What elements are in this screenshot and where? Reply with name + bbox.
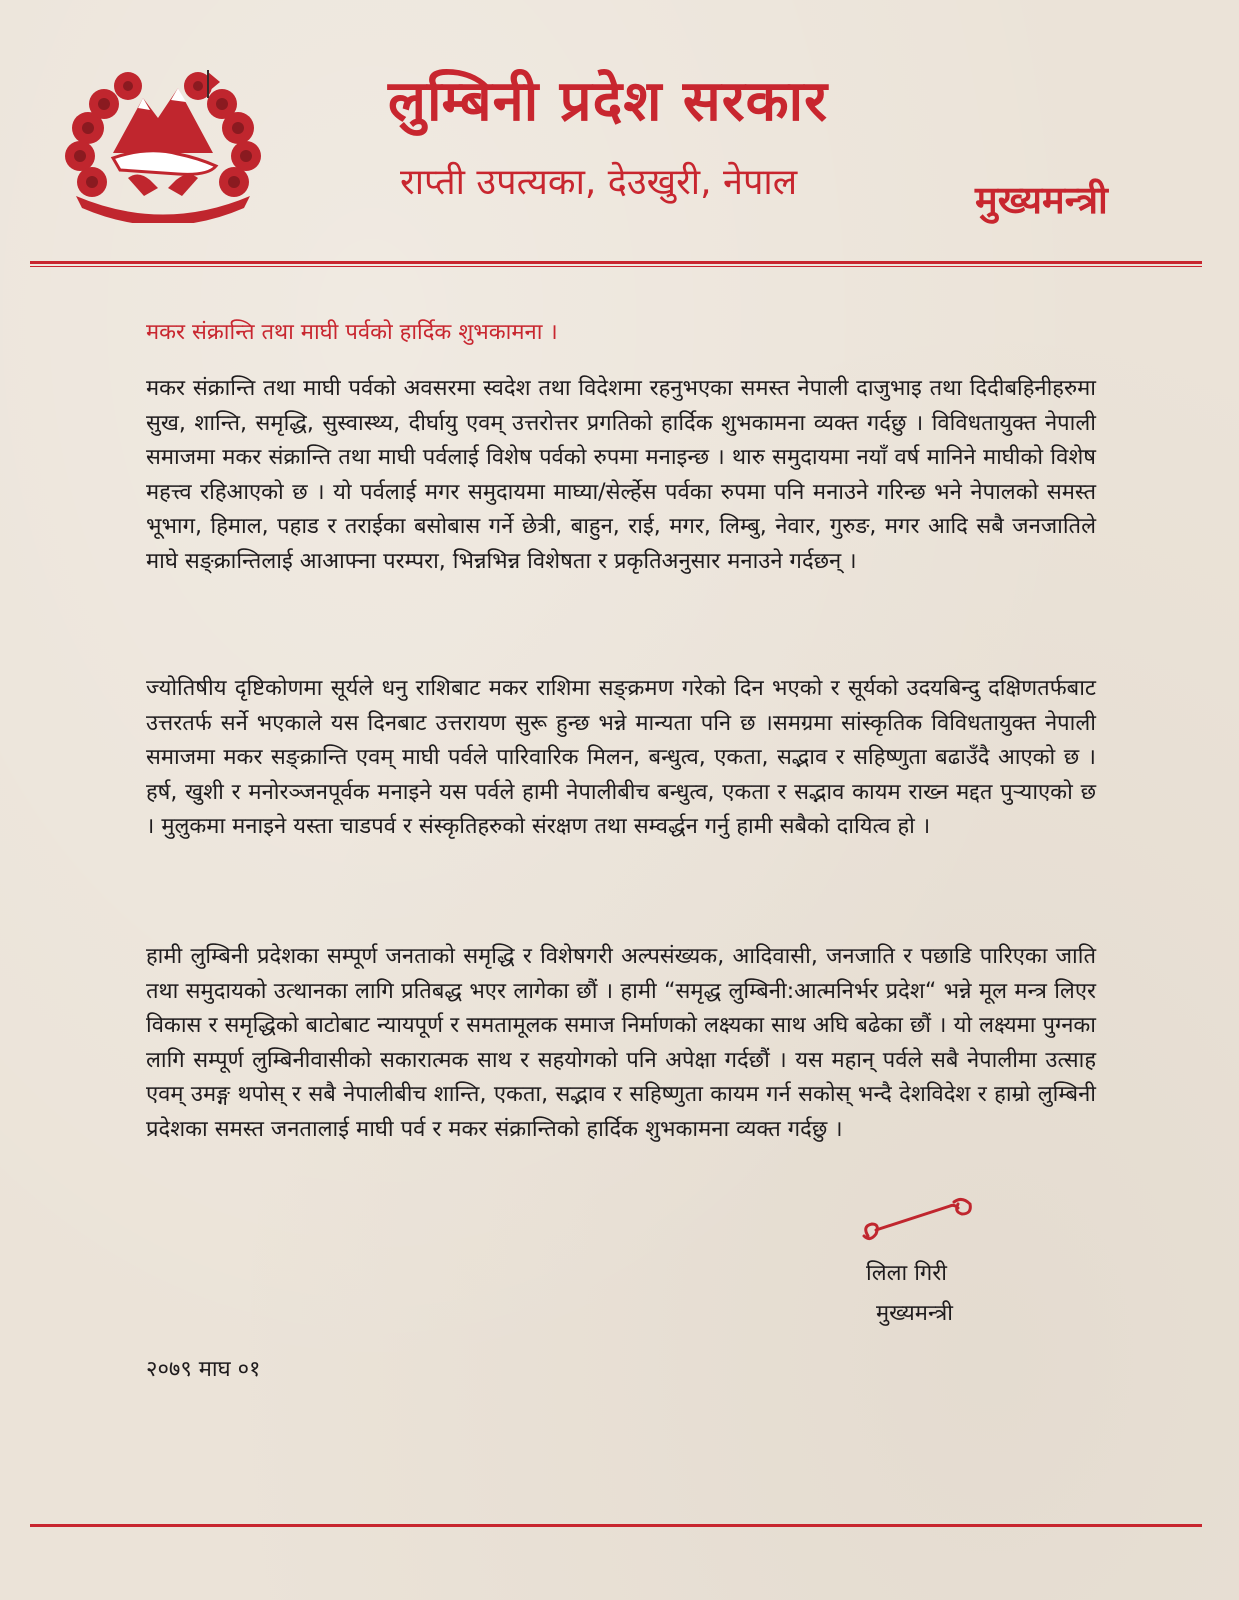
header-divider [30,261,1202,267]
letter-paragraph-1: मकर संक्रान्ति तथा माघी पर्वको अवसरमा स्वदेश तथा विदेशमा रहनुभएका समस्त नेपाली दाजुभाइ तथा दिदीबहिनीहरुमा सुख, शान्ति, समृद्धि, सुस्वास्थ्य, दीर्घायु एवम् उत्तरोत्तर प्रगतिको हार्दिक शुभकामना व्यक्त गर्दछु । विविधतायुक्त नेपाली समाजमा मकर संक्रान्ति तथा माघी पर्वलाई विशेष पर्वको रुपमा मनाइन्छ । थारु समुदायमा नयाँ वर्ष मानिने माघीको विशेष महत्त्व रहिआएको छ । यो पर्वलाई मगर समुदायमा माघ्या/सेर्ल्हेस पर्वका रुपमा पनि मनाउने गरिन्छ भने नेपालको समस्त भूभाग, हिमाल, पहाड र तराईका बसोबास गर्ने छेत्री, बाहुन, राई, मगर, लिम्बु, नेवार, गुरुङ, मगर आदि सबै जनजातिले माघे सङ्क्रान्तिलाई आआफ्ना परम्परा, भिन्नभिन्न विशेषता र प्रकृतिअनुसार मनाउने गर्दछन् । [146,376,1096,574]
signer-title: मुख्यमन्त्री [876,1301,953,1326]
footer-divider [30,1524,1202,1527]
office-title: लुम्बिनी प्रदेश सरकार [388,69,829,134]
signer-name: लिला गिरी [866,1261,948,1286]
signature-mark [858,1196,988,1252]
letter-date: २०७९ माघ ०१ [146,1357,261,1382]
designation-header: मुख्यमन्त्री [975,178,1108,222]
nepal-coat-of-arms-icon [58,58,268,223]
letter-paragraph-2: ज्योतिषीय दृष्टिकोणमा सूर्यले धनु राशिबाट मकर राशिमा सङ्क्रमण गरेको दिन भएको र सूर्यको उदयबिन्दु दक्षिणतर्फबाट उत्तरतर्फ सर्ने भएकाले यस दिनबाट उत्तरायण सुरू हुन्छ भन्ने मान्यता पनि छ ।समग्रमा सांस्कृतिक विविधतायुक्त नेपाली समाजमा मकर सङ्क्रान्ति एवम् माघी पर्वले पारिवारिक मिलन, बन्धुत्व, एकता, सद्भाव र सहिष्णुता बढाउँदै आएको छ । हर्ष, खुशी र मनोरञ्जनपूर्वक मनाइने यस पर्वले हामी नेपालीबीच बन्धुत्व, एकता र सद्भाव कायम राख्न मद्दत पुर्‍याएको छ । मुलुकमा मनाइने यस्ता चाडपर्व र संस्कृतिहरुको संरक्षण तथा सम्वर्द्धन गर्नु हामी सबैको दायित्व हो । [146,676,1096,839]
letter-subject: मकर संक्रान्ति तथा माघी पर्वको हार्दिक शुभकामना । [146,320,558,345]
letter-paragraph-3: हामी लुम्बिनी प्रदेशका सम्पूर्ण जनताको समृद्धि र विशेषगरी अल्पसंख्यक, आदिवासी, जनजाति र पछाडि पारिएका जाति तथा समुदायको उत्थानका लागि प्रतिबद्ध भएर लागेका छौं । हामी “समृद्ध लुम्बिनी:आत्मनिर्भर प्रदेश“ भन्ने मूल मन्त्र लिएर विकास र समृद्धिको बाटोबाट न्यायपूर्ण र समतामूलक समाज निर्माणको लक्ष्यका साथ अघि बढेका छौं । यो लक्ष्यमा पुग्नका लागि सम्पूर्ण लुम्बिनीवासीको सकारात्मक साथ र सहयोगको पनि अपेक्षा गर्दछौं । यस महान् पर्वले सबै नेपालीमा उत्साह एवम् उमङ्ग थपोस् र सबै नेपालीबीच शान्ति, एकता, सद्भाव र सहिष्णुता कायम गर्न सकोस् भन्दै देशविदेश र हाम्रो लुम्बिनी प्रदेशका समस्त जनतालाई माघी पर्व र मकर संक्रान्तिको हार्दिक शुभकामना व्यक्त गर्दछु । [146,944,1096,1142]
office-address: राप्ती उपत्यका, देउखुरी, नेपाल [400,162,798,203]
